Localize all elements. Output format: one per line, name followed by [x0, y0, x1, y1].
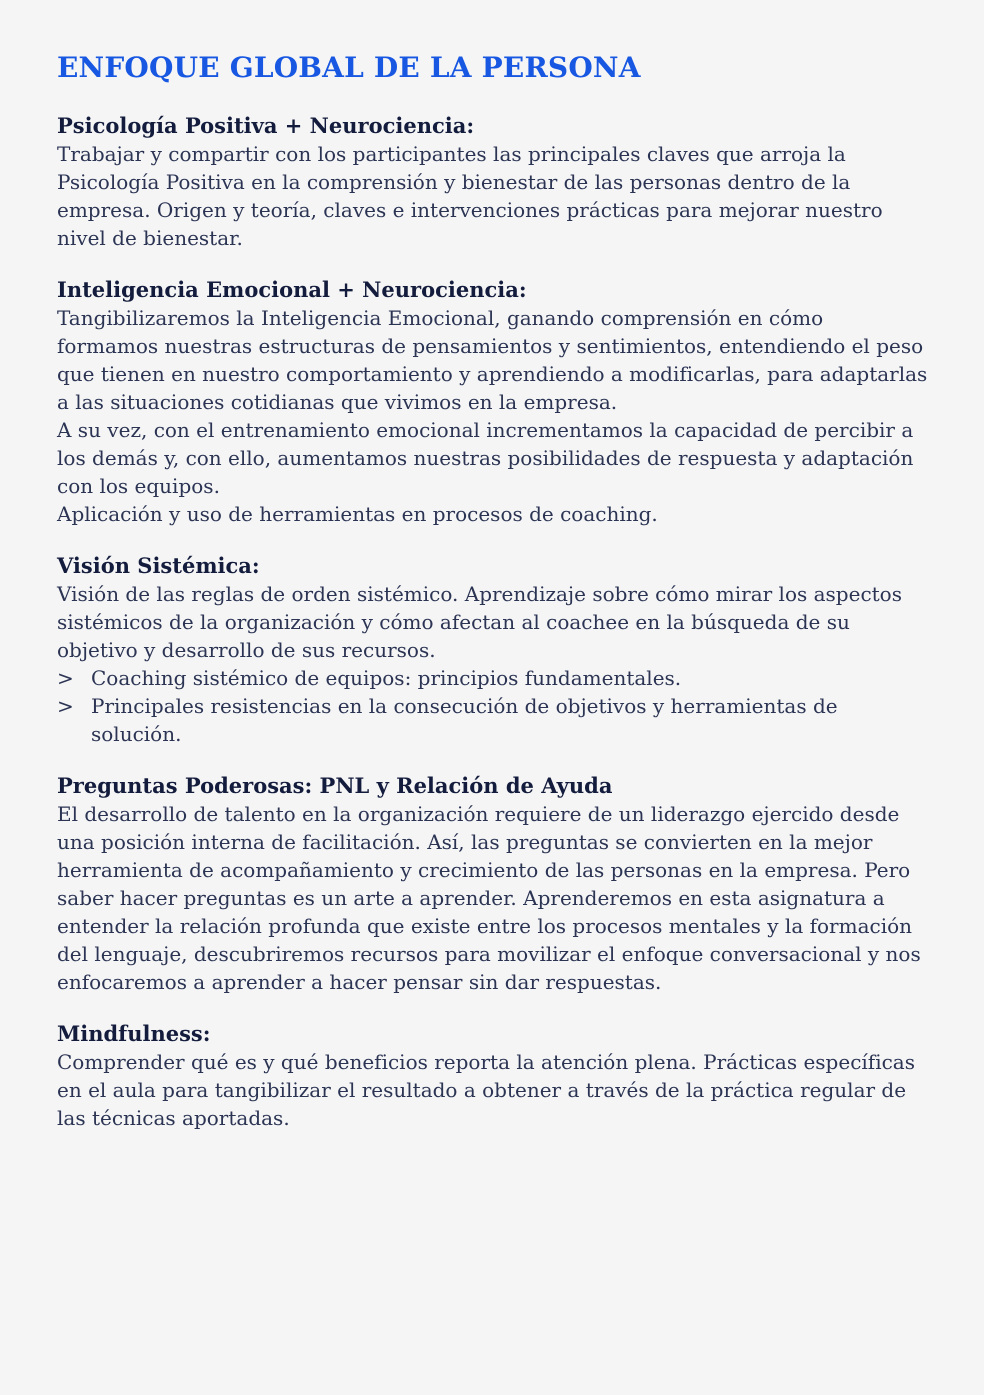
section-heading: Preguntas Poderosas: PNL y Relación de Ayuda: [57, 773, 613, 798]
section-vision-sistemica: [57, 552, 930, 748]
section-preguntas-poderosas: [57, 772, 930, 996]
section-psicologia-positiva: [57, 112, 930, 252]
list-item: [57, 692, 930, 748]
section-paragraph: Trabajar y compartir con los participantes las principales claves que arroja la Psicología Positiva en la comprensión y bienestar de las personas dentro de la empresa. Origen y teoría, claves e intervenciones prácticas para mejorar nuestro nivel de bienestar.: [57, 142, 883, 250]
section-heading: Mindfulness:: [57, 1021, 211, 1046]
page-title: ENFOQUE GLOBAL DE LA PERSONA: [57, 51, 641, 84]
section-paragraph: Comprender qué es y qué beneficios reporta la atención plena. Prácticas específicas en el aula para tangibilizar el resultado a obtener a través de la práctica regular de las técnicas aportadas.: [57, 1050, 915, 1130]
section-heading: Visión Sistémica:: [57, 553, 260, 578]
section-paragraph: El desarrollo de talento en la organización requiere de un liderazgo ejercido desde una posición interna de facilitación. Así, las preguntas se convierten en la mejor herramienta de acompañamiento y crecimiento de las personas en la empresa. Pero saber hacer preguntas es un arte a aprender. Aprenderemos en esta asignatura a entender la relación profunda que existe entre los procesos mentales y la formación del lenguaje, descubriremos recursos para movilizar el enfoque conversacional y nos enfocaremos a aprender a hacer pensar sin dar respuestas.: [57, 802, 921, 994]
section-heading: Inteligencia Emocional + Neurociencia:: [57, 277, 527, 302]
bullet-marker: >: [57, 694, 74, 718]
bullet-text: Coaching sistémico de equipos: principios fundamentales.: [91, 666, 682, 690]
section-paragraph: Visión de las reglas de orden sistémico. Aprendizaje sobre cómo mirar los aspectos sistémicos de la organización y cómo afectan al coachee en la búsqueda de su objetivo y desarrollo de sus recursos.: [57, 582, 902, 662]
section-paragraph: Tangibilizaremos la Inteligencia Emocional, ganando comprensión en cómo formamos nuestras estructuras de pensamientos y sentimientos, entendiendo el peso que tienen en nuestro comportamiento y aprendiendo a modificarlas, para adaptarlas a las situaciones cotidianas que vivimos en la empresa.: [57, 306, 928, 414]
bullet-list: [57, 664, 930, 748]
section-paragraph: Aplicación y uso de herramientas en procesos de coaching.: [57, 502, 658, 526]
bullet-text: Principales resistencias en la consecución de objetivos y herramientas de solución.: [91, 694, 838, 746]
list-item: [57, 664, 930, 692]
section-heading: Psicología Positiva + Neurociencia:: [57, 113, 475, 138]
section-inteligencia-emocional: [57, 276, 930, 528]
section-paragraph: A su vez, con el entrenamiento emocional incrementamos la capacidad de percibir a los demás y, con ello, aumentamos nuestras posibilidades de respuesta y adaptación con los equipos.: [57, 418, 914, 498]
bullet-marker: >: [57, 666, 74, 690]
section-mindfulness: [57, 1020, 930, 1132]
